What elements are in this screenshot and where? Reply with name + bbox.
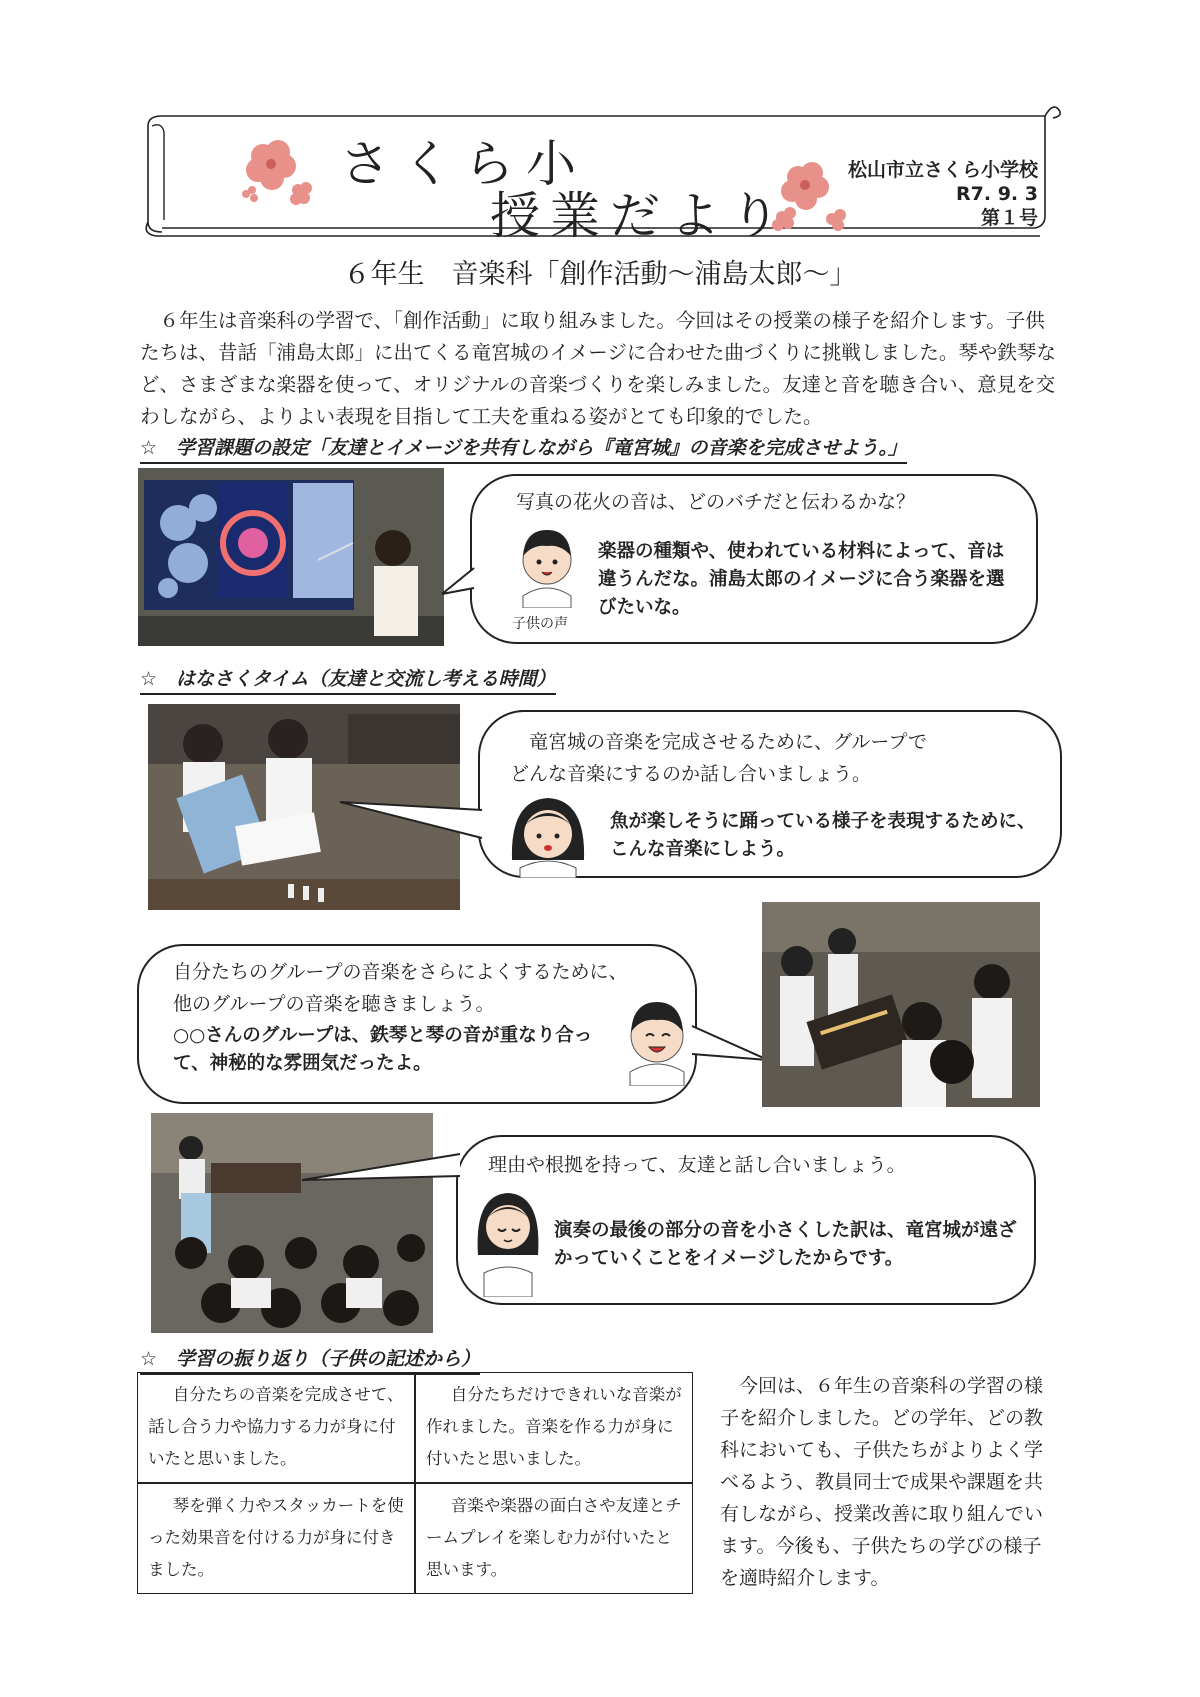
- reflection-text: 琴を弾く力やスタッカートを使った効果音を付ける力が身に付きました。: [148, 1496, 404, 1579]
- sakura-flower-icon: [228, 128, 318, 208]
- intro-text: ６年生は音楽科の学習で、「創作活動」に取り組みました。今回はその授業の様子を紹介します。子供たちは、昔話「浦島太郎」に出てくる竜宮城のイメージに合わせた曲づくりに挑戦しました。琴や鉄琴など、さまざまな楽器を使って、オリジナルの音楽づくりを楽しみました。友達と音を聴き合い、意見を交わしながら、よりよい表現を目指して工夫を重ねる姿がとても印象的でした。: [140, 309, 1056, 428]
- reflection-cell: [415, 1372, 693, 1483]
- reflection-text: 自分たちの音楽を完成させて、話し合う力や協力する力が身に付いたと思いました。: [148, 1385, 404, 1468]
- speech-bubble-3: [137, 944, 697, 1104]
- boy-face-icon: [515, 520, 579, 608]
- teacher-question: 自分たちのグループの音楽をさらによくするために、他のグループの音楽を聴きましょう。: [173, 961, 628, 1015]
- reflection-cell: [137, 1483, 415, 1594]
- newsletter-title-line1: さくら小: [340, 135, 588, 193]
- reflection-cell: [415, 1483, 693, 1594]
- bubble-tail: [338, 798, 484, 848]
- photo-listening-groups: [762, 902, 1040, 1107]
- intro-paragraph: [140, 305, 1060, 433]
- voice-caption: 子供の声: [512, 616, 568, 632]
- school-info: [828, 158, 1038, 230]
- child-answer: 演奏の最後の部分の音を小さくした訳は、竜宮城が遠ざかっていくことをイメージしたからです。: [554, 1220, 1017, 1269]
- bubble-tail: [300, 1150, 462, 1186]
- reflection-text: 音楽や楽器の面白さや友達とチームプレイを楽しむ力が付いたと思います。: [426, 1496, 682, 1579]
- teacher-question: 理由や根拠を持って、友達と話し合いましょう。: [488, 1154, 906, 1176]
- bubble-tail: [440, 560, 476, 600]
- photo-teacher-demonstration: [138, 468, 444, 646]
- girl-eyes-closed-icon: [474, 1185, 542, 1297]
- article-subtitle: ６年生 音楽科「創作活動〜浦島太郎〜」: [343, 259, 857, 290]
- newsletter-title-line2: 授業だより: [490, 187, 790, 245]
- issue-date: R7. 9. 3: [956, 183, 1038, 205]
- closing-paragraph: 今回は、６年生の音楽科の学習の様子を紹介しました。どの学年、どの教科においても、子供たちがよりよく学べるよう、教員同士で成果や課題を共有しながら、授業改善に取り組んでいます。今後も、子供たちの学びの様子を適時紹介します。: [720, 1375, 1044, 1589]
- section-heading-task: ☆ 学習課題の設定「友達とイメージを共有しながら『竜宮城』の音楽を完成させよう。」: [140, 433, 907, 464]
- issue-number: 第１号: [980, 207, 1038, 229]
- speech-bubble-4: [456, 1135, 1036, 1305]
- reflection-grid: [137, 1372, 693, 1594]
- reflection-text: 自分たちだけできれいな音楽が作れました。音楽を作る力が身に付いたと思いました。: [426, 1385, 682, 1468]
- school-name: 松山市立さくら小学校: [847, 159, 1038, 181]
- girl-face-icon: [508, 790, 588, 878]
- child-answer: 楽器の種類や、使われている材料によって、音は違うんだな。浦島太郎のイメージに合う楽器を選びたいな。: [598, 541, 1005, 618]
- teacher-question: 写真の花火の音は、どのバチだと伝わるかな？: [516, 491, 916, 513]
- boy-smiling-icon: [622, 990, 692, 1086]
- child-answer: ○○さんのグループは、鉄琴と琴の音が重なり合って、神秘的な雰囲気だったよ。: [173, 1025, 593, 1074]
- section-heading-reflection: ☆ 学習の振り返り（子供の記述から）: [140, 1344, 480, 1375]
- teacher-question: 竜宮城の音楽を完成させるために、グループでどんな音楽にするのか話し合いましょう。: [510, 731, 928, 785]
- photo-class-discussion: [151, 1113, 433, 1333]
- child-answer: 魚が楽しそうに踊っている様子を表現するために、こんな音楽にしよう。: [610, 811, 1036, 860]
- section-heading-hanasaku: ☆ はなさくタイム（友達と交流し考える時間）: [140, 664, 556, 695]
- reflection-cell: [137, 1372, 415, 1483]
- bubble-tail: [690, 1020, 770, 1070]
